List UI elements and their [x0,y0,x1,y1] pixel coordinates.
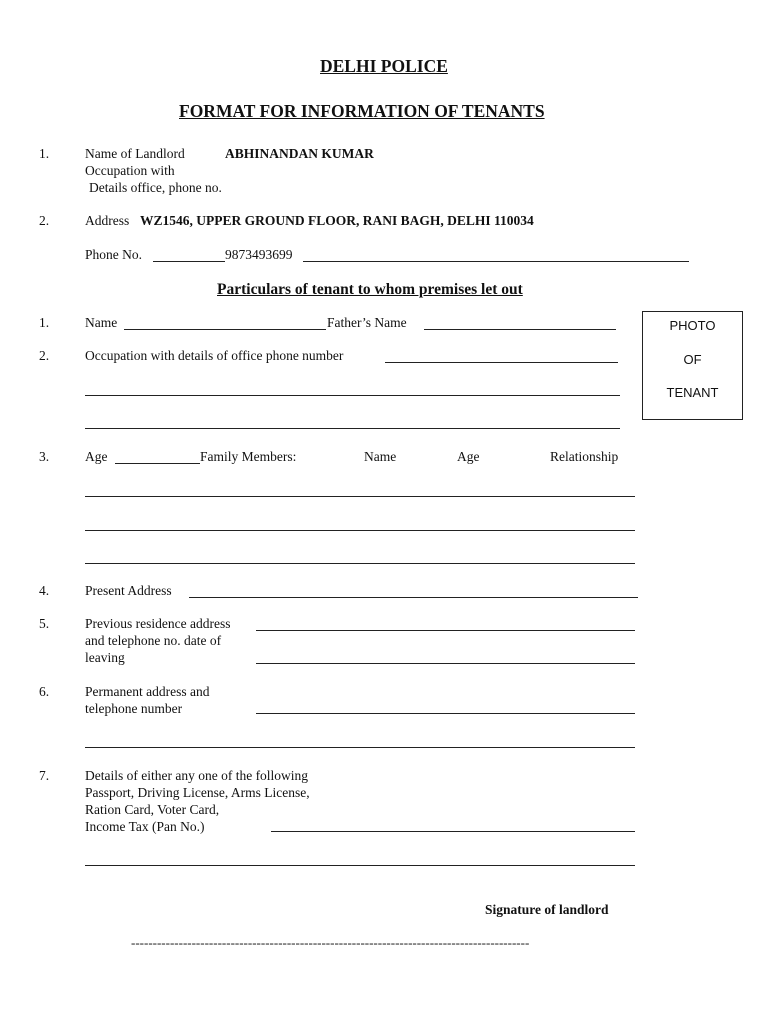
permanent-address-label-2: telephone number [85,701,183,716]
family-col-age: Age [457,449,480,464]
present-address-field[interactable] [189,597,638,598]
photo-box [642,311,743,420]
family-row-field[interactable] [85,563,635,564]
age-field[interactable] [115,463,200,464]
age-label: Age [85,449,108,464]
previous-address-label-3: leaving [85,650,125,665]
tenant-section-heading: Particulars of tenant to whom premises let out [217,281,523,298]
family-col-relationship: Relationship [550,449,619,464]
item-number: 4. [39,583,50,598]
previous-address-field-2[interactable] [256,663,635,664]
previous-address-field[interactable] [256,630,635,631]
landlord-name-label: Name of Landlord [85,146,185,161]
landlord-phone-label: Phone No. [85,247,142,262]
landlord-signature-label: Signature of landlord [485,902,609,917]
phone-fill-line-right [303,261,689,262]
item-number: 1. [39,146,50,161]
id-documents-field[interactable] [271,831,635,832]
item-number: 6. [39,684,50,699]
item-number: 2. [39,213,50,228]
landlord-address-label: Address [85,213,130,228]
id-documents-label-4: Income Tax (Pan No.) [85,819,205,834]
occupation-field-2[interactable] [85,395,620,396]
phone-fill-line-left [153,261,225,262]
landlord-occupation-label-2: Details office, phone no. [89,180,222,195]
id-documents-field-2[interactable] [85,865,635,866]
landlord-address-value: WZ1546, UPPER GROUND FLOOR, RANI BAGH, DELHI 110034 [140,213,534,228]
father-name-field[interactable] [424,329,616,330]
org-title: DELHI POLICE [320,56,448,76]
family-row-field[interactable] [85,496,635,497]
occupation-label: Occupation with details of office phone number [85,348,344,363]
photo-label-tenant: TENANT [666,385,719,400]
item-number: 3. [39,449,50,464]
family-members-label: Family Members: [200,449,297,464]
family-row-field[interactable] [85,530,635,531]
permanent-address-label: Permanent address and [85,684,210,699]
landlord-phone-value: 9873493699 [225,247,293,262]
id-documents-label-3: Ration Card, Voter Card, [85,802,220,817]
item-number: 5. [39,616,50,631]
permanent-address-field[interactable] [256,713,635,714]
landlord-occupation-label: Occupation with [85,163,175,178]
item-number: 2. [39,348,50,363]
id-documents-label-2: Passport, Driving License, Arms License, [85,785,310,800]
occupation-field[interactable] [385,362,618,363]
photo-label-of: OF [683,352,702,367]
photo-label: PHOTO [669,318,716,333]
previous-address-label-2: and telephone no. date of [85,633,222,648]
occupation-field-3[interactable] [85,428,620,429]
item-number: 1. [39,315,50,330]
father-name-label: Father’s Name [327,315,407,330]
present-address-label: Present Address [85,583,172,598]
permanent-address-field-2[interactable] [85,747,635,748]
form-title: FORMAT FOR INFORMATION OF TENANTS [179,101,545,121]
tenant-name-field[interactable] [124,329,326,330]
family-col-name: Name [364,449,397,464]
previous-address-label: Previous residence address [85,616,231,631]
tenant-name-label: Name [85,315,118,330]
footer-divider: -------------------------------------------------------------------------------------------- [131,935,530,950]
item-number: 7. [39,768,50,783]
id-documents-label: Details of either any one of the following [85,768,309,783]
landlord-name-value: ABHINANDAN KUMAR [225,146,374,161]
